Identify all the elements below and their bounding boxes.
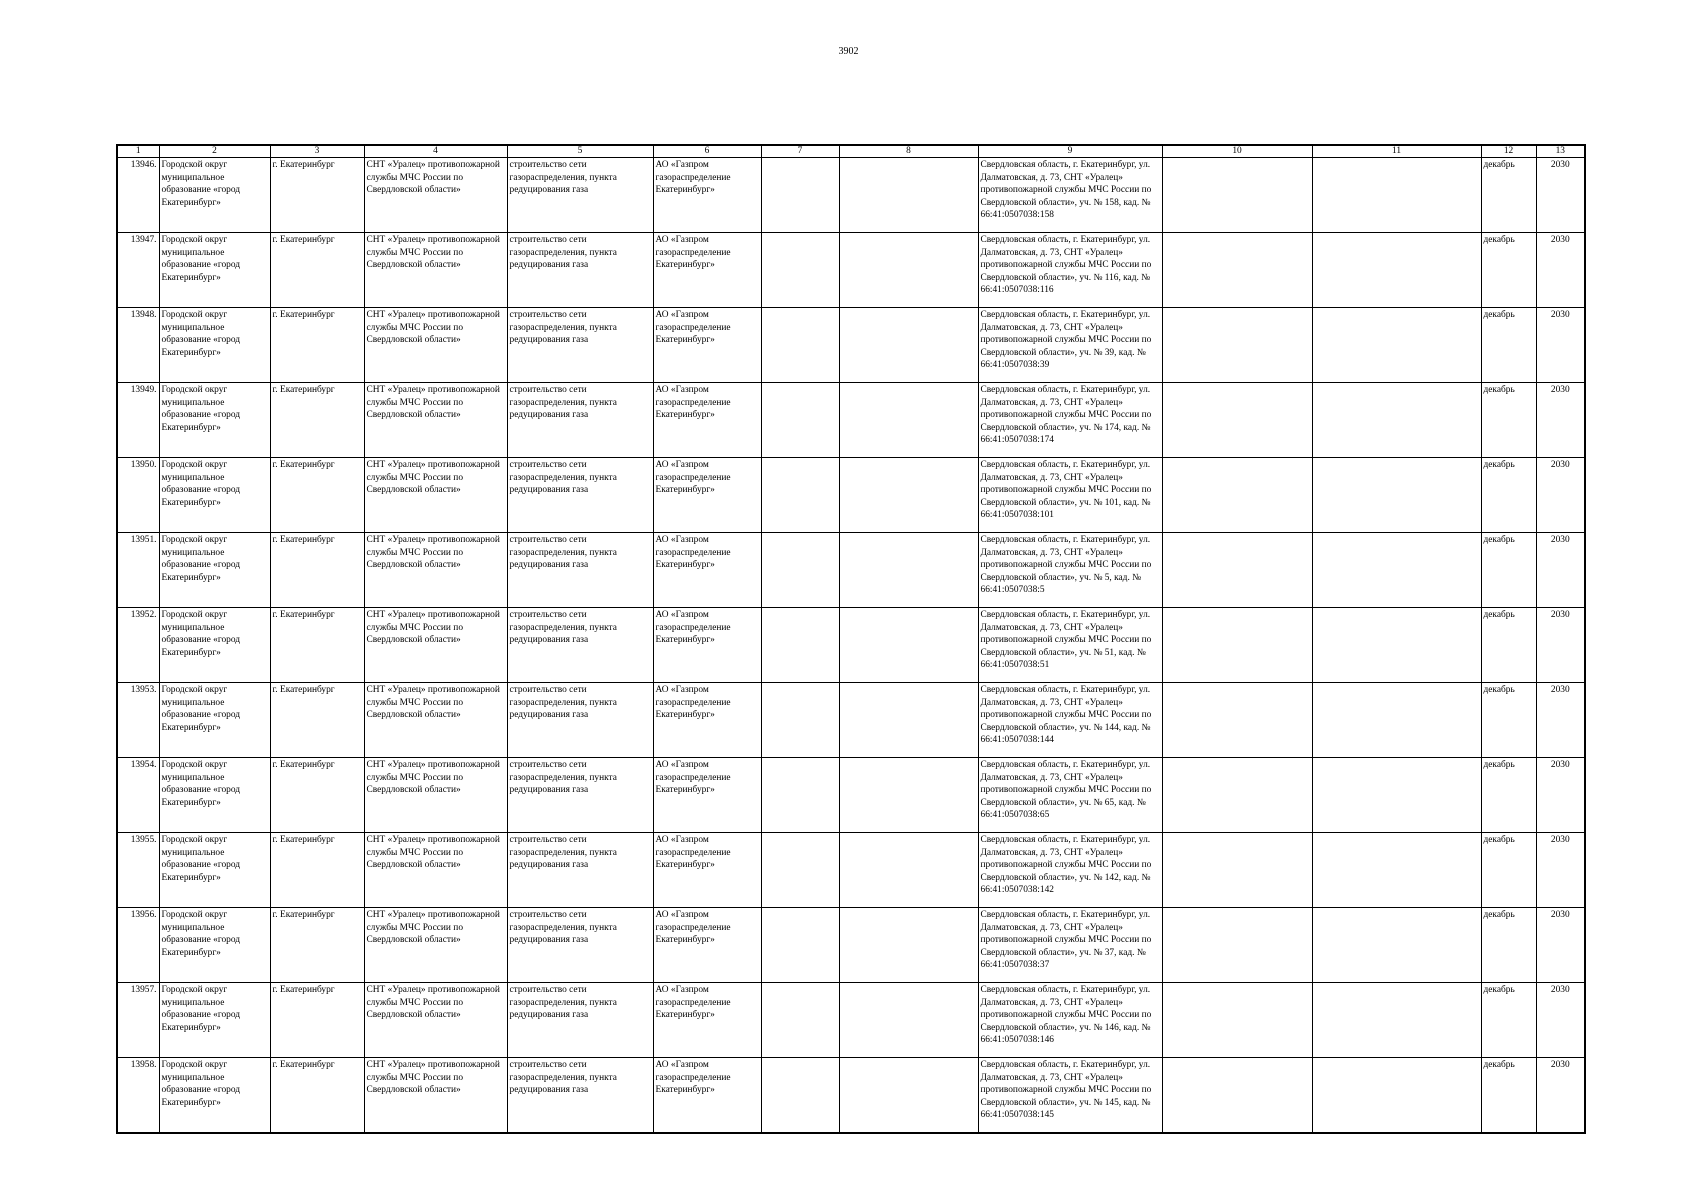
column-11-cell [1312, 1058, 1481, 1133]
month-cell: декабрь [1481, 1058, 1536, 1133]
year-cell: 2030 [1536, 158, 1585, 233]
column-7-cell [761, 608, 839, 683]
table-row [117, 683, 1585, 758]
column-11-cell [1312, 308, 1481, 383]
address-cell: Свердловская область, г. Екатеринбург, ул. Далматовская, д. 73, СНТ «Уралец» противопожарной службы МЧС России по Свердловской области», уч. № 101, кад. № 66:41:0507038:101 [978, 458, 1162, 533]
municipality-cell: Городской округ муниципальное образование «город Екатеринбург» [159, 233, 270, 308]
month-cell: декабрь [1481, 383, 1536, 458]
column-header: 10 [1162, 145, 1312, 158]
municipality-cell: Городской округ муниципальное образование «город Екатеринбург» [159, 758, 270, 833]
settlement-cell: г. Екатеринбург [270, 908, 364, 983]
address-cell: Свердловская область, г. Екатеринбург, ул. Далматовская, д. 73, СНТ «Уралец» противопожарной службы МЧС России по Свердловской области», уч. № 146, кад. № 66:41:0507038:146 [978, 983, 1162, 1058]
row-number: 13952. [117, 608, 159, 683]
purpose-cell: строительство сети газораспределения, пункта редуцирования газа [507, 458, 653, 533]
row-number: 13955. [117, 833, 159, 908]
column-10-cell [1162, 833, 1312, 908]
column-header: 7 [761, 145, 839, 158]
column-10-cell [1162, 233, 1312, 308]
municipality-cell: Городской округ муниципальное образование «город Екатеринбург» [159, 383, 270, 458]
address-cell: Свердловская область, г. Екатеринбург, ул. Далматовская, д. 73, СНТ «Уралец» противопожарной службы МЧС России по Свердловской области», уч. № 51, кад. № 66:41:0507038:51 [978, 608, 1162, 683]
purpose-cell: строительство сети газораспределения, пункта редуцирования газа [507, 683, 653, 758]
table-row [117, 233, 1585, 308]
year-cell: 2030 [1536, 233, 1585, 308]
purpose-cell: строительство сети газораспределения, пункта редуцирования газа [507, 983, 653, 1058]
month-cell: декабрь [1481, 983, 1536, 1058]
column-header: 4 [364, 145, 507, 158]
owner-cell: АО «Газпром газораспределение Екатеринбург» [653, 683, 761, 758]
settlement-cell: г. Екатеринбург [270, 533, 364, 608]
table-row [117, 908, 1585, 983]
address-cell: Свердловская область, г. Екатеринбург, ул. Далматовская, д. 73, СНТ «Уралец» противопожарной службы МЧС России по Свердловской области», уч. № 144, кад. № 66:41:0507038:144 [978, 683, 1162, 758]
column-header: 3 [270, 145, 364, 158]
column-11-cell [1312, 983, 1481, 1058]
column-header: 2 [159, 145, 270, 158]
row-number: 13946. [117, 158, 159, 233]
purpose-cell: строительство сети газораспределения, пункта редуцирования газа [507, 158, 653, 233]
municipality-cell: Городской округ муниципальное образование «город Екатеринбург» [159, 908, 270, 983]
municipality-cell: Городской округ муниципальное образование «город Екатеринбург» [159, 158, 270, 233]
column-8-cell [839, 983, 978, 1058]
object-cell: СНТ «Уралец» противопожарной службы МЧС России по Свердловской области» [364, 683, 507, 758]
column-header: 8 [839, 145, 978, 158]
column-7-cell [761, 233, 839, 308]
settlement-cell: г. Екатеринбург [270, 308, 364, 383]
purpose-cell: строительство сети газораспределения, пункта редуцирования газа [507, 908, 653, 983]
address-cell: Свердловская область, г. Екатеринбург, ул. Далматовская, д. 73, СНТ «Уралец» противопожарной службы МЧС России по Свердловской области», уч. № 5, кад. № 66:41:0507038:5 [978, 533, 1162, 608]
column-10-cell [1162, 458, 1312, 533]
column-8-cell [839, 458, 978, 533]
month-cell: декабрь [1481, 833, 1536, 908]
settlement-cell: г. Екатеринбург [270, 233, 364, 308]
owner-cell: АО «Газпром газораспределение Екатеринбург» [653, 158, 761, 233]
column-8-cell [839, 383, 978, 458]
address-cell: Свердловская область, г. Екатеринбург, ул. Далматовская, д. 73, СНТ «Уралец» противопожарной службы МЧС России по Свердловской области», уч. № 174, кад. № 66:41:0507038:174 [978, 383, 1162, 458]
settlement-cell: г. Екатеринбург [270, 383, 364, 458]
object-cell: СНТ «Уралец» противопожарной службы МЧС России по Свердловской области» [364, 158, 507, 233]
municipality-cell: Городской округ муниципальное образование «город Екатеринбург» [159, 458, 270, 533]
column-7-cell [761, 458, 839, 533]
owner-cell: АО «Газпром газораспределение Екатеринбург» [653, 608, 761, 683]
object-cell: СНТ «Уралец» противопожарной службы МЧС России по Свердловской области» [364, 608, 507, 683]
purpose-cell: строительство сети газораспределения, пункта редуцирования газа [507, 383, 653, 458]
column-8-cell [839, 158, 978, 233]
row-number: 13947. [117, 233, 159, 308]
row-number: 13958. [117, 1058, 159, 1133]
month-cell: декабрь [1481, 608, 1536, 683]
column-11-cell [1312, 158, 1481, 233]
column-number-row [117, 145, 1585, 158]
column-11-cell [1312, 533, 1481, 608]
month-cell: декабрь [1481, 233, 1536, 308]
row-number: 13956. [117, 908, 159, 983]
settlement-cell: г. Екатеринбург [270, 983, 364, 1058]
municipality-cell: Городской округ муниципальное образование «город Екатеринбург» [159, 308, 270, 383]
municipality-cell: Городской округ муниципальное образование «город Екатеринбург» [159, 833, 270, 908]
owner-cell: АО «Газпром газораспределение Екатеринбург» [653, 233, 761, 308]
object-cell: СНТ «Уралец» противопожарной службы МЧС России по Свердловской области» [364, 983, 507, 1058]
month-cell: декабрь [1481, 158, 1536, 233]
row-number: 13957. [117, 983, 159, 1058]
column-7-cell [761, 833, 839, 908]
row-number: 13951. [117, 533, 159, 608]
settlement-cell: г. Екатеринбург [270, 158, 364, 233]
column-header: 13 [1536, 145, 1585, 158]
column-7-cell [761, 758, 839, 833]
column-header: 6 [653, 145, 761, 158]
table-row [117, 458, 1585, 533]
column-10-cell [1162, 608, 1312, 683]
table-row [117, 158, 1585, 233]
settlement-cell: г. Екатеринбург [270, 458, 364, 533]
owner-cell: АО «Газпром газораспределение Екатеринбург» [653, 908, 761, 983]
column-11-cell [1312, 833, 1481, 908]
month-cell: декабрь [1481, 533, 1536, 608]
owner-cell: АО «Газпром газораспределение Екатеринбург» [653, 1058, 761, 1133]
owner-cell: АО «Газпром газораспределение Екатеринбург» [653, 833, 761, 908]
row-number: 13949. [117, 383, 159, 458]
year-cell: 2030 [1536, 908, 1585, 983]
owner-cell: АО «Газпром газораспределение Екатеринбург» [653, 383, 761, 458]
column-8-cell [839, 833, 978, 908]
column-10-cell [1162, 533, 1312, 608]
row-number: 13950. [117, 458, 159, 533]
column-7-cell [761, 533, 839, 608]
column-11-cell [1312, 908, 1481, 983]
column-header: 1 [117, 145, 159, 158]
settlement-cell: г. Екатеринбург [270, 833, 364, 908]
row-number: 13954. [117, 758, 159, 833]
column-8-cell [839, 308, 978, 383]
year-cell: 2030 [1536, 308, 1585, 383]
column-8-cell [839, 608, 978, 683]
object-cell: СНТ «Уралец» противопожарной службы МЧС России по Свердловской области» [364, 1058, 507, 1133]
row-number: 13948. [117, 308, 159, 383]
column-8-cell [839, 758, 978, 833]
column-7-cell [761, 1058, 839, 1133]
settlement-cell: г. Екатеринбург [270, 608, 364, 683]
column-10-cell [1162, 1058, 1312, 1133]
column-7-cell [761, 308, 839, 383]
year-cell: 2030 [1536, 533, 1585, 608]
settlement-cell: г. Екатеринбург [270, 683, 364, 758]
municipality-cell: Городской округ муниципальное образование «город Екатеринбург» [159, 683, 270, 758]
object-cell: СНТ «Уралец» противопожарной службы МЧС России по Свердловской области» [364, 758, 507, 833]
row-number: 13953. [117, 683, 159, 758]
column-8-cell [839, 233, 978, 308]
register-table [116, 144, 1586, 1134]
municipality-cell: Городской округ муниципальное образование «город Екатеринбург» [159, 983, 270, 1058]
column-10-cell [1162, 908, 1312, 983]
address-cell: Свердловская область, г. Екатеринбург, ул. Далматовская, д. 73, СНТ «Уралец» противопожарной службы МЧС России по Свердловской области», уч. № 158, кад. № 66:41:0507038:158 [978, 158, 1162, 233]
purpose-cell: строительство сети газораспределения, пункта редуцирования газа [507, 533, 653, 608]
table-row [117, 308, 1585, 383]
column-11-cell [1312, 608, 1481, 683]
table-row [117, 608, 1585, 683]
column-11-cell [1312, 683, 1481, 758]
address-cell: Свердловская область, г. Екатеринбург, ул. Далматовская, д. 73, СНТ «Уралец» противопожарной службы МЧС России по Свердловской области», уч. № 39, кад. № 66:41:0507038:39 [978, 308, 1162, 383]
column-header: 9 [978, 145, 1162, 158]
year-cell: 2030 [1536, 833, 1585, 908]
settlement-cell: г. Екатеринбург [270, 1058, 364, 1133]
year-cell: 2030 [1536, 983, 1585, 1058]
purpose-cell: строительство сети газораспределения, пункта редуцирования газа [507, 608, 653, 683]
owner-cell: АО «Газпром газораспределение Екатеринбург» [653, 983, 761, 1058]
address-cell: Свердловская область, г. Екатеринбург, ул. Далматовская, д. 73, СНТ «Уралец» противопожарной службы МЧС России по Свердловской области», уч. № 142, кад. № 66:41:0507038:142 [978, 833, 1162, 908]
object-cell: СНТ «Уралец» противопожарной службы МЧС России по Свердловской области» [364, 233, 507, 308]
year-cell: 2030 [1536, 458, 1585, 533]
year-cell: 2030 [1536, 383, 1585, 458]
address-cell: Свердловская область, г. Екатеринбург, ул. Далматовская, д. 73, СНТ «Уралец» противопожарной службы МЧС России по Свердловской области», уч. № 37, кад. № 66:41:0507038:37 [978, 908, 1162, 983]
column-7-cell [761, 383, 839, 458]
column-11-cell [1312, 758, 1481, 833]
table-row [117, 1058, 1585, 1133]
column-7-cell [761, 983, 839, 1058]
settlement-cell: г. Екатеринбург [270, 758, 364, 833]
column-8-cell [839, 533, 978, 608]
column-header: 5 [507, 145, 653, 158]
object-cell: СНТ «Уралец» противопожарной службы МЧС России по Свердловской области» [364, 833, 507, 908]
column-10-cell [1162, 383, 1312, 458]
owner-cell: АО «Газпром газораспределение Екатеринбург» [653, 533, 761, 608]
table-row [117, 983, 1585, 1058]
object-cell: СНТ «Уралец» противопожарной службы МЧС России по Свердловской области» [364, 908, 507, 983]
column-8-cell [839, 1058, 978, 1133]
month-cell: декабрь [1481, 458, 1536, 533]
year-cell: 2030 [1536, 1058, 1585, 1133]
column-10-cell [1162, 158, 1312, 233]
column-7-cell [761, 158, 839, 233]
purpose-cell: строительство сети газораспределения, пункта редуцирования газа [507, 308, 653, 383]
address-cell: Свердловская область, г. Екатеринбург, ул. Далматовская, д. 73, СНТ «Уралец» противопожарной службы МЧС России по Свердловской области», уч. № 65, кад. № 66:41:0507038:65 [978, 758, 1162, 833]
purpose-cell: строительство сети газораспределения, пункта редуцирования газа [507, 1058, 653, 1133]
municipality-cell: Городской округ муниципальное образование «город Екатеринбург» [159, 1058, 270, 1133]
table-header [117, 145, 1585, 158]
purpose-cell: строительство сети газораспределения, пункта редуцирования газа [507, 833, 653, 908]
municipality-cell: Городской округ муниципальное образование «город Екатеринбург» [159, 608, 270, 683]
column-10-cell [1162, 308, 1312, 383]
object-cell: СНТ «Уралец» противопожарной службы МЧС России по Свердловской области» [364, 308, 507, 383]
purpose-cell: строительство сети газораспределения, пункта редуцирования газа [507, 758, 653, 833]
column-11-cell [1312, 233, 1481, 308]
table-row [117, 533, 1585, 608]
year-cell: 2030 [1536, 758, 1585, 833]
page-number: 3902 [838, 46, 859, 57]
owner-cell: АО «Газпром газораспределение Екатеринбург» [653, 458, 761, 533]
month-cell: декабрь [1481, 908, 1536, 983]
column-11-cell [1312, 458, 1481, 533]
column-7-cell [761, 908, 839, 983]
object-cell: СНТ «Уралец» противопожарной службы МЧС России по Свердловской области» [364, 533, 507, 608]
column-10-cell [1162, 758, 1312, 833]
address-cell: Свердловская область, г. Екатеринбург, ул. Далматовская, д. 73, СНТ «Уралец» противопожарной службы МЧС России по Свердловской области», уч. № 116, кад. № 66:41:0507038:116 [978, 233, 1162, 308]
column-8-cell [839, 683, 978, 758]
year-cell: 2030 [1536, 683, 1585, 758]
column-10-cell [1162, 983, 1312, 1058]
column-10-cell [1162, 683, 1312, 758]
month-cell: декабрь [1481, 308, 1536, 383]
address-cell: Свердловская область, г. Екатеринбург, ул. Далматовская, д. 73, СНТ «Уралец» противопожарной службы МЧС России по Свердловской области», уч. № 145, кад. № 66:41:0507038:145 [978, 1058, 1162, 1133]
owner-cell: АО «Газпром газораспределение Екатеринбург» [653, 308, 761, 383]
table-row [117, 758, 1585, 833]
year-cell: 2030 [1536, 608, 1585, 683]
municipality-cell: Городской округ муниципальное образование «город Екатеринбург» [159, 533, 270, 608]
column-7-cell [761, 683, 839, 758]
column-header: 11 [1312, 145, 1481, 158]
column-11-cell [1312, 383, 1481, 458]
table-row [117, 383, 1585, 458]
month-cell: декабрь [1481, 758, 1536, 833]
table-body [117, 158, 1585, 1133]
table-row [117, 833, 1585, 908]
column-header: 12 [1481, 145, 1536, 158]
month-cell: декабрь [1481, 683, 1536, 758]
object-cell: СНТ «Уралец» противопожарной службы МЧС России по Свердловской области» [364, 383, 507, 458]
purpose-cell: строительство сети газораспределения, пункта редуцирования газа [507, 233, 653, 308]
object-cell: СНТ «Уралец» противопожарной службы МЧС России по Свердловской области» [364, 458, 507, 533]
owner-cell: АО «Газпром газораспределение Екатеринбург» [653, 758, 761, 833]
column-8-cell [839, 908, 978, 983]
